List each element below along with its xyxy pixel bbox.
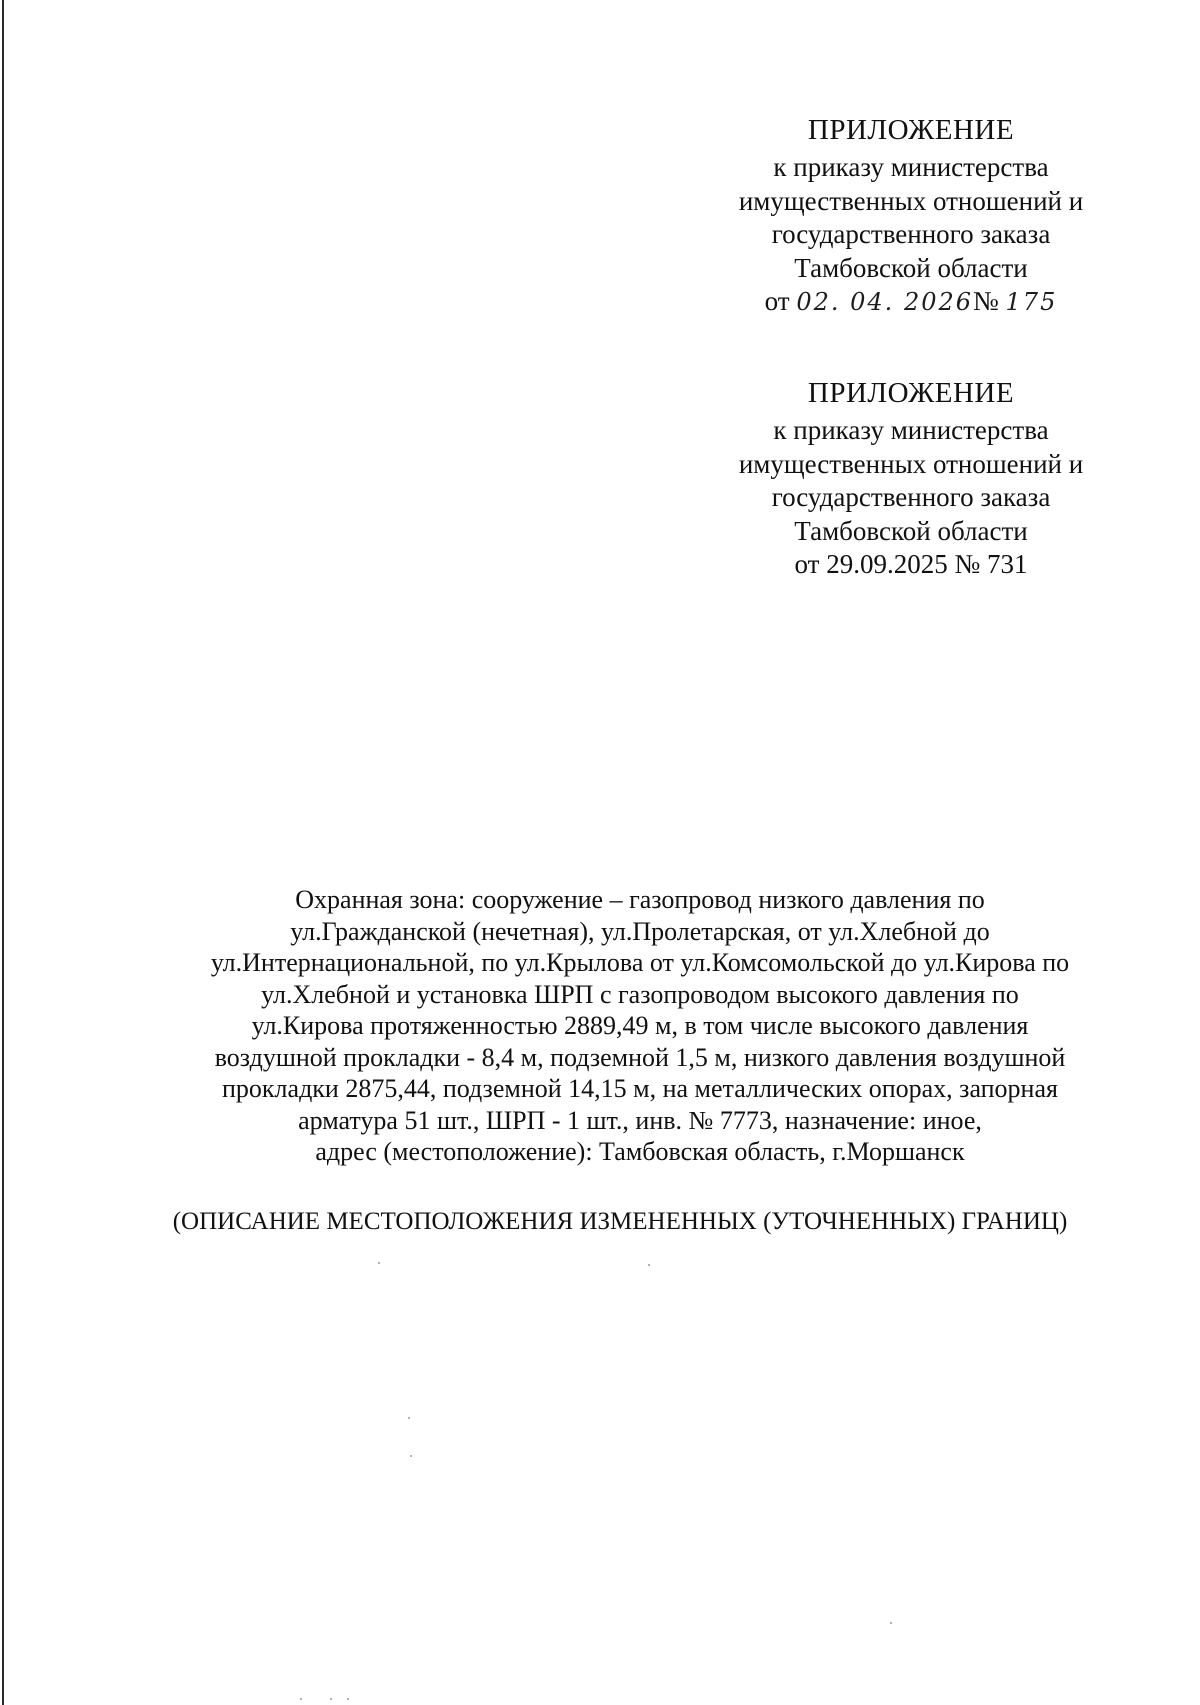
description-line: ул.Интернациональной, по ул.Крылова от ул.Комсомольской до ул.Кирова по (210, 948, 1070, 977)
appendix-line: государственного заказа (771, 219, 1051, 249)
appendix-date-line (726, 285, 1096, 320)
handwritten-number: 175 (1005, 288, 1058, 316)
appendix-line: имущественных отношений и (738, 448, 1084, 479)
handwritten-date: 02. 04. 2026 (796, 288, 974, 316)
description-line: прокладки 2875,44, подземной 14,15 м, на металлических опорах, запорная (222, 1074, 1058, 1103)
appendix-line: государственного заказа (771, 482, 1051, 512)
appendix-header-current (726, 113, 1096, 320)
protection-zone-description (160, 884, 1120, 1168)
description-line: Охранная зона: сооружение – газопровод низкого давления по (295, 885, 985, 914)
section-subtitle: (ОПИСАНИЕ МЕСТОПОЛОЖЕНИЯ ИЗМЕНЕННЫХ (УТОЧНЕННЫХ) ГРАНИЦ) (172, 1208, 1068, 1235)
scan-speck (330, 1698, 332, 1700)
appendix-line: к приказу министерства (773, 152, 1049, 182)
appendix-title: ПРИЛОЖЕНИЕ (807, 114, 1015, 146)
description-line: арматура 51 шт., ШРП - 1 шт., инв. № 7773, назначение: иное, (298, 1105, 982, 1135)
scan-edge-line (2, 0, 4, 1705)
appendix-line: к приказу министерства (773, 415, 1049, 445)
date-prefix: от (764, 286, 790, 316)
appendix-line: имущественных отношений и (738, 185, 1084, 216)
scan-speck (300, 1698, 302, 1700)
description-line: воздушной прокладки - 8,4 м, подземной 1,5 м, низкого давления воздушной (214, 1042, 1066, 1072)
scan-speck (648, 1264, 650, 1266)
scan-speck (890, 1622, 892, 1624)
number-sign: № (973, 286, 999, 316)
appendix-title: ПРИЛОЖЕНИЕ (807, 377, 1015, 409)
appendix-line: Тамбовской области (794, 515, 1028, 546)
appendix-date-line: от 29.09.2025 № 731 (794, 549, 1028, 579)
scan-speck (378, 1262, 380, 1264)
scan-speck (408, 1417, 410, 1419)
scan-speck (410, 1455, 412, 1457)
description-line: адрес (местоположение): Тамбовская область, г.Моршанск (315, 1137, 965, 1166)
description-line: ул.Гражданской (нечетная), ул.Пролетарская, от ул.Хлебной до (290, 916, 990, 946)
appendix-line: Тамбовской области (794, 252, 1028, 283)
description-line: ул.Хлебной и установка ШРП с газопроводом высокого давления по (261, 979, 1019, 1009)
appendix-header-original (726, 376, 1096, 582)
scan-speck (347, 1698, 349, 1700)
description-line: ул.Кирова протяженностью 2889,49 м, в том числе высокого давления (251, 1011, 1029, 1040)
